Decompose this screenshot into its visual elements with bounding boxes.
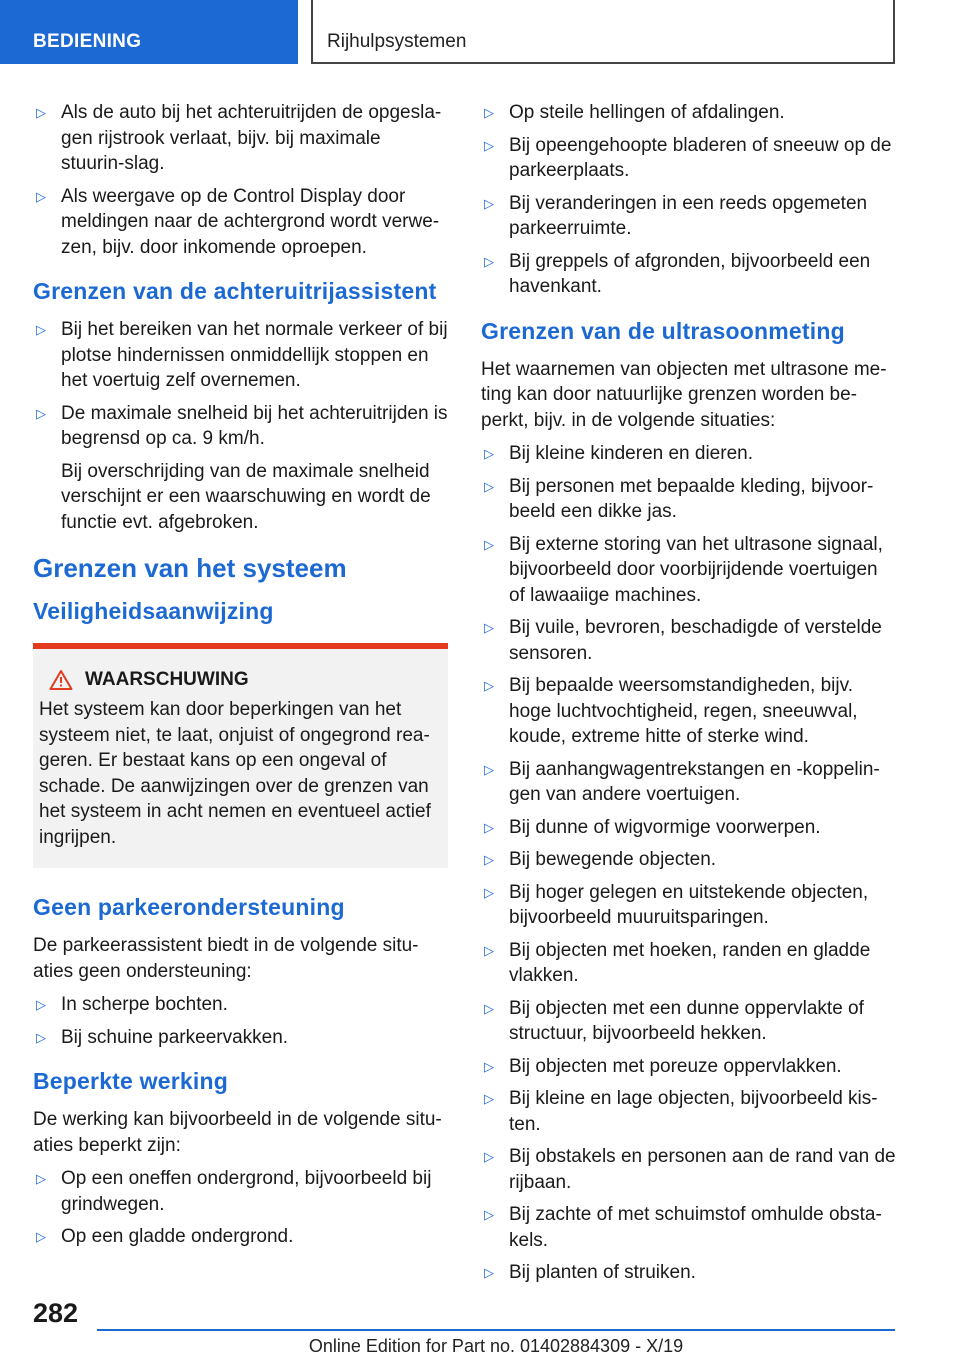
list-item: ▷ Op een oneffen ondergrond, bijvoorbeeld bij grindwegen. [36, 1168, 432, 1215]
list-item: ▷ Bij greppels of afgronden, bijvoorbeeld een havenkant. [484, 250, 871, 297]
triangle-bullet-icon: ▷ [484, 761, 494, 777]
warning-header [39, 669, 440, 691]
heading-geen-parkeerondersteuning: Geen parkeerondersteuning [33, 894, 345, 920]
triangle-bullet-icon: ▷ [484, 884, 494, 900]
section-tab: BEDIENING [0, 0, 298, 64]
right-column [481, 100, 896, 1293]
triangle-bullet-icon: ▷ [484, 446, 494, 461]
triangle-bullet-icon: ▷ [36, 188, 46, 204]
list-item: ▷ Bij bewegende objecten. [481, 847, 896, 873]
triangle-bullet-icon: ▷ [484, 852, 494, 867]
warning-box [33, 643, 448, 868]
triangle-bullet-icon: ▷ [484, 1000, 494, 1016]
list-item: ▷ Bij schuine parkeervakken. [33, 1025, 448, 1051]
list-item: ▷ Bij personen met bepaalde kleding, bijvoor-beeld een dikke jas. [484, 475, 874, 522]
triangle-bullet-icon: ▷ [484, 1091, 494, 1106]
follow-paragraph: Bij overschrijding van de maximale snelheid verschijnt er een waarschuwing en wordt de functie evt. afgebroken. [61, 460, 431, 533]
ultra-list [481, 441, 896, 1286]
intro-list [33, 100, 448, 260]
warning-triangle-icon [49, 669, 73, 691]
list-item: ▷ Als weergave op de Control Display door meldingen naar de achtergrond wordt verwe-zen, bijv. door inkomende oproepen. [36, 185, 440, 258]
triangle-bullet-icon: ▷ [484, 1149, 494, 1164]
list-item: ▷ Bij externe storing van het ultrasone signaal, bijvoorbeeld door voorbijrijdende voertuigen of lawaaiige machines. [484, 533, 883, 606]
footer-divider [97, 1329, 895, 1331]
page-header-title: Rijhulpsystemen [311, 0, 895, 64]
top-list [481, 100, 896, 300]
triangle-bullet-icon: ▷ [36, 1229, 46, 1244]
list-item: ▷ Bij bepaalde weersomstandigheden, bijv. hoge luchtvochtigheid, regen, sneeuwval, koude, extreme hitte of sterke wind. [484, 675, 858, 747]
paragraph: De werking kan bijvoorbeeld in de volgende situ-aties beperkt zijn: [33, 1109, 442, 1156]
triangle-bullet-icon: ▷ [484, 1058, 494, 1074]
list-item: ▷ Op steile hellingen of afdalingen. [481, 100, 896, 126]
triangle-bullet-icon: ▷ [36, 1029, 46, 1045]
triangle-bullet-icon: ▷ [484, 942, 494, 958]
warning-text: Het systeem kan door beperkingen van het systeem niet, te laat, onjuist of ongegrond rea-geren. Er bestaat kans op een ongeval of schade. De aanwijzingen over de grenzen van het systeem in acht nemen en eventueel actief ingrijpen. [39, 699, 431, 848]
page-number: 282 [33, 1298, 79, 1328]
list-item: ▷ Bij obstakels en personen aan de rand van de rijbaan. [484, 1146, 896, 1193]
achteruit-list [33, 317, 448, 452]
heading-veiligheidsaanwijzing: Veiligheidsaanwijzing [33, 598, 274, 624]
list-item: ▷ Bij hoger gelegen en uitstekende objecten, bijvoorbeeld muuruitsparingen. [484, 881, 869, 928]
list-item: ▷ Bij dunne of wigvormige voorwerpen. [481, 815, 896, 841]
triangle-bullet-icon: ▷ [484, 1265, 494, 1280]
list-item: ▷ Bij aanhangwagentrekstangen en -koppelin-gen van andere voertuigen. [484, 758, 880, 805]
list-item: ▷ Bij kleine kinderen en dieren. [481, 441, 896, 467]
heading-grenzen-systeem: Grenzen van het systeem [33, 553, 347, 583]
list-item: ▷ Bij zachte of met schuimstof omhulde obsta-kels. [484, 1204, 882, 1251]
list-item: ▷ Bij objecten met hoeken, randen en gladde vlakken. [484, 939, 871, 986]
triangle-bullet-icon: ▷ [484, 536, 494, 552]
paragraph: Het waarnemen van objecten met ultrasone me-ting kan door natuurlijke grenzen worden be-perkt, bijv. in de volgende situaties: [481, 358, 887, 431]
left-column [33, 100, 448, 1257]
triangle-bullet-icon: ▷ [484, 195, 494, 211]
triangle-bullet-icon: ▷ [484, 819, 494, 835]
list-item: ▷ Bij het bereiken van het normale verkeer of bij plotse hindernissen onmiddellijk stoppen en het voertuig zelf overnemen. [36, 319, 448, 391]
triangle-bullet-icon: ▷ [484, 478, 494, 494]
list-item: ▷ De maximale snelheid bij het achteruitrijden is begrensd op ca. 9 km/h. [36, 402, 448, 449]
triangle-bullet-icon: ▷ [484, 620, 494, 635]
footer-edition: Online Edition for Part no. 01402884309 - X/19 [308, 1336, 684, 1356]
heading-beperkte-werking: Beperkte werking [33, 1068, 228, 1094]
triangle-bullet-icon: ▷ [484, 253, 494, 269]
heading-ultrasoonmeting: Grenzen van de ultrasoonmeting [481, 317, 845, 344]
geen-list [33, 992, 448, 1050]
triangle-bullet-icon: ▷ [36, 1171, 46, 1186]
list-item: ▷ Bij planten of struiken. [481, 1260, 896, 1286]
list-item: ▷ Op een gladde ondergrond. [33, 1224, 448, 1250]
triangle-bullet-icon: ▷ [484, 105, 494, 120]
list-item: ▷ Als de auto bij het achteruitrijden de opgesla-gen rijstrook verlaat, bijv. bij maximale stuurin-slag. [36, 102, 442, 174]
triangle-bullet-icon: ▷ [484, 678, 494, 693]
beperkt-list [33, 1166, 448, 1250]
triangle-bullet-icon: ▷ [484, 137, 494, 153]
list-item: ▷ Bij objecten met een dunne oppervlakte of structuur, bijvoorbeeld hekken. [484, 997, 864, 1044]
list-item: ▷ Bij vuile, bevroren, beschadigde of verstelde sensoren. [484, 617, 882, 664]
list-item: ▷ Bij opeengehoopte bladeren of sneeuw op de parkeerplaats. [484, 134, 892, 181]
list-item: ▷ Bij veranderingen in een reeds opgemeten parkeerruimte. [484, 192, 868, 239]
list-item: ▷ In scherpe bochten. [33, 992, 448, 1018]
list-item: ▷ Bij objecten met poreuze oppervlakken. [481, 1054, 896, 1080]
triangle-bullet-icon: ▷ [36, 405, 46, 421]
triangle-bullet-icon: ▷ [36, 322, 46, 337]
triangle-bullet-icon: ▷ [36, 105, 46, 120]
triangle-bullet-icon: ▷ [484, 1207, 494, 1222]
list-item: ▷ Bij kleine en lage objecten, bijvoorbeeld kis-ten. [484, 1088, 878, 1135]
triangle-bullet-icon: ▷ [36, 997, 46, 1012]
warning-title: WAARSCHUWING [85, 669, 249, 690]
heading-achteruitrijassistent: Grenzen van de achteruitrijassistent [33, 278, 437, 304]
paragraph: De parkeerassistent biedt in de volgende situ-aties geen ondersteuning: [33, 935, 419, 982]
